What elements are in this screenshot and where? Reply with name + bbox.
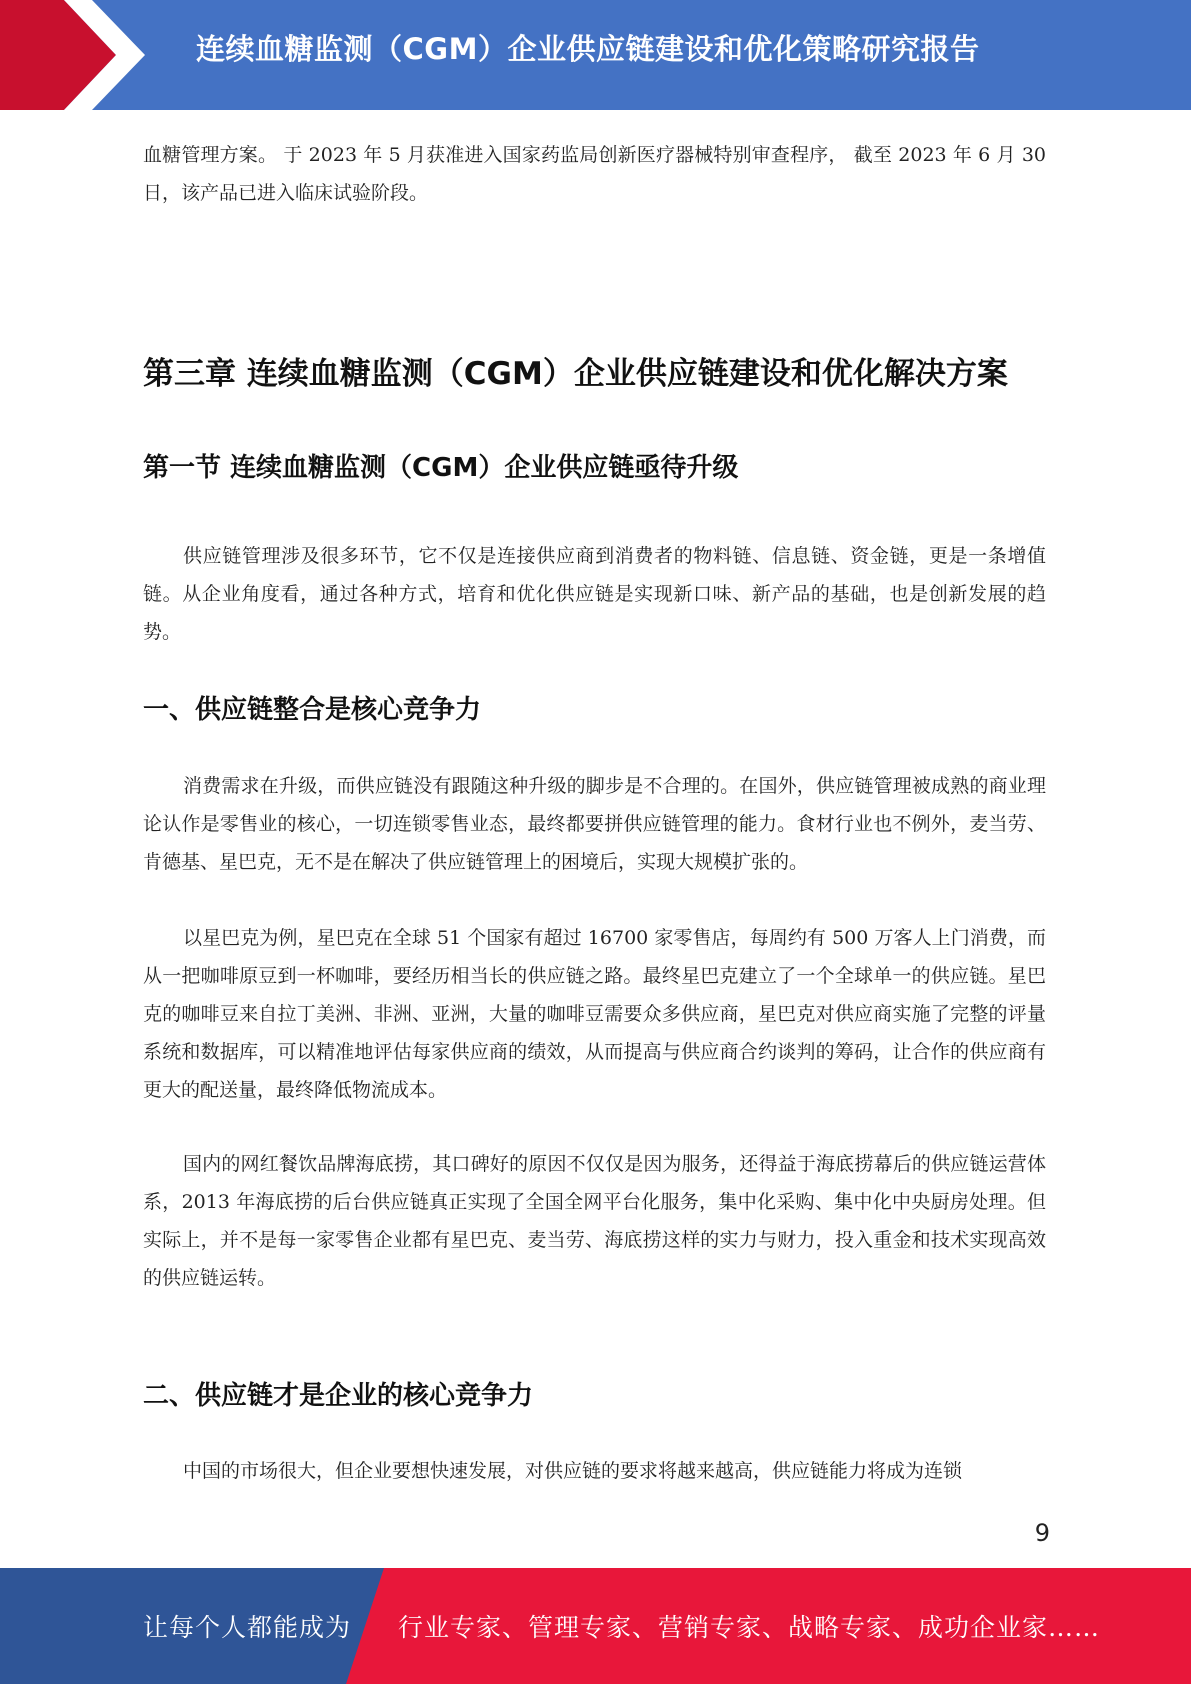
subsection-1-paragraph-3: 国内的网红餐饮品牌海底捞，其口碑好的原因不仅仅是因为服务，还得益于海底捞幕后的供应链运营体系，2013 年海底捞的后台供应链真正实现了全国全网平台化服务，集中化采购、集中化中央厨房处理。但实际上，并不是每一家零售企业都有星巴克、麦当劳、海底捞这样的实力与财力，投入重金和技术实现高效的供应链运转。	[143, 1153, 1046, 1289]
page-footer	[0, 1568, 1191, 1684]
subsection-1-paragraph-1: 消费需求在升级，而供应链没有跟随这种升级的脚步是不合理的。在国外，供应链管理被成熟的商业理论认作是零售业的核心，一切连锁零售业态，最终都要拼供应链管理的能力。食材行业也不例外，麦当劳、肯德基、星巴克，无不是在解决了供应链管理上的困境后，实现大规模扩张的。	[143, 775, 1046, 873]
page-number: 9	[1034, 1519, 1050, 1547]
subsection-title-1: 一、供应链整合是核心竞争力	[143, 695, 482, 725]
intro-paragraph: 血糖管理方案。 于 2023 年 5 月获准进入国家药监局创新医疗器械特别审查程序， 截至 2023 年 6 月 30 日，该产品已进入临床试验阶段。	[143, 144, 1046, 204]
chapter-title: 第三章 连续血糖监测（CGM）企业供应链建设和优化解决方案	[143, 356, 1008, 392]
footer-slogan-left: 让每个人都能成为	[143, 1613, 352, 1642]
subsection-2-paragraph: 中国的市场很大，但企业要想快速发展，对供应链的要求将越来越高，供应链能力将成为连锁	[183, 1460, 963, 1482]
subsection-1-paragraph-2: 以星巴克为例，星巴克在全球 51 个国家有超过 16700 家零售店，每周约有 500 万客人上门消费，而从一把咖啡原豆到一杯咖啡，要经历相当长的供应链之路。最终星巴克建立了一个全球单一的供应链。星巴克的咖啡豆来自拉丁美洲、非洲、亚洲，大量的咖啡豆需要众多供应商，星巴克对供应商实施了完整的评量系统和数据库，可以精准地评估每家供应商的绩效，从而提高与供应商合约谈判的筹码，让合作的供应商有更大的配送量，最终降低物流成本。	[143, 927, 1046, 1101]
section-title: 第一节 连续血糖监测（CGM）企业供应链亟待升级	[143, 453, 739, 483]
header-title: 连续血糖监测（CGM）企业供应链建设和优化策略研究报告	[196, 32, 980, 66]
subsection-title-2: 二、供应链才是企业的核心竞争力	[143, 1381, 534, 1411]
footer-slogan-right: 行业专家、管理专家、营销专家、战略专家、成功企业家……	[398, 1613, 1101, 1642]
section-intro-paragraph: 供应链管理涉及很多环节，它不仅是连接供应商到消费者的物料链、信息链、资金链，更是一条增值链。从企业角度看，通过各种方式，培育和优化供应链是实现新口味、新产品的基础，也是创新发展的趋势。	[143, 545, 1046, 643]
page-header	[0, 0, 1191, 110]
